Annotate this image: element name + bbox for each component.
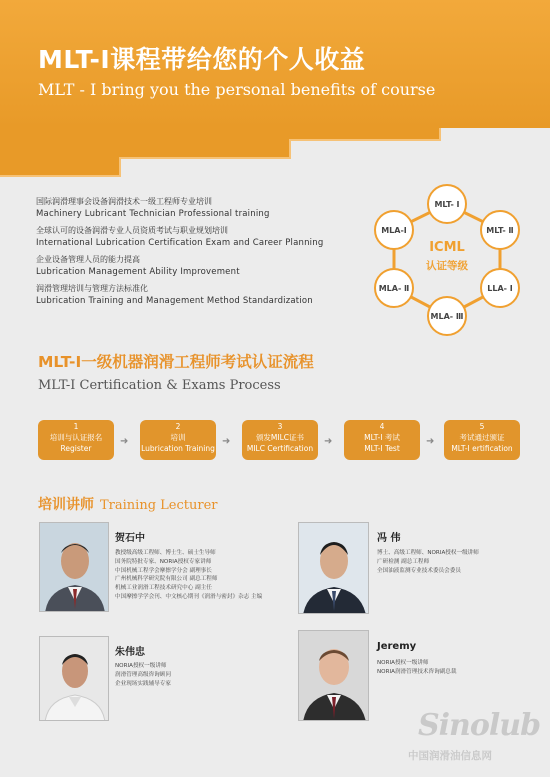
step-number: 5 (479, 422, 485, 431)
step-number: 2 (175, 422, 181, 431)
lecturer-desc-line: 国务院特批专家、NORIA授权专家讲师 (115, 558, 212, 565)
lecturer-name: Jeremy (377, 641, 417, 652)
benefit-cn: 全球认可的设备润滑专业人员资质考试与职业规划培训 (36, 226, 228, 235)
lecturer-name: 贺石中 (115, 533, 145, 544)
step-label-cn: 培训 (170, 433, 186, 442)
lecturer-desc (115, 662, 171, 688)
step-label-en: Lubrication Training (141, 444, 215, 453)
process-title: MLT-I一级机器润滑工程师考试认证流程 (38, 353, 314, 371)
lecturer-desc (115, 549, 262, 602)
icml-center-label: ICML (429, 240, 465, 255)
benefit-item (36, 254, 356, 279)
lecturer-desc-line: 广研检测 副总工程师 (377, 558, 430, 565)
benefit-item (36, 196, 356, 221)
icml-node: MLA-Ⅰ (374, 210, 414, 250)
icml-level-diagram (372, 190, 522, 330)
lecturer-desc-line: 全国油液监测专业技术委员会委员 (377, 567, 461, 574)
lecturer-photo (298, 630, 369, 721)
benefit-item (36, 283, 356, 308)
lecturer-desc-line: 教授级高级工程师、博士生、硕士生导师 (115, 550, 216, 556)
lecturer-photo (39, 522, 109, 612)
lecturers-title-en: Training Lecturer (100, 498, 218, 513)
benefit-item (36, 225, 356, 250)
header-banner (0, 0, 550, 128)
icml-node: MLA- Ⅲ (427, 296, 467, 336)
step-label-en: Register (60, 444, 92, 453)
benefit-en: Lubrication Management Ability Improvement (36, 267, 240, 277)
lecturers-title (38, 494, 217, 514)
benefits-list (36, 196, 356, 312)
process-subtitle: MLT-I Certification & Exams Process (38, 378, 281, 393)
step-label-en: MILC Certification (246, 444, 314, 453)
watermark-logo: Sinolub (418, 708, 541, 743)
icml-node: MLA- Ⅱ (374, 268, 414, 308)
lecturer-desc-line: 中国摩擦学学会刊、中文核心期刊《润滑与密封》杂志 主编 (115, 593, 263, 600)
lecturer-desc (377, 549, 479, 575)
watermark-site-name: 中国润滑油信息网 (408, 750, 492, 762)
arrow-right-icon: ➜ (426, 436, 435, 447)
process-step (242, 420, 318, 460)
lecturer-desc-line: NORIA授权一级讲师 (115, 663, 167, 669)
lecturer-desc-line: 博士、高级工程师、NORIA授权一级讲师 (377, 550, 479, 556)
arrow-right-icon: ➜ (120, 436, 129, 447)
icml-node: MLT- Ⅰ (427, 184, 467, 224)
lecturer-desc-line: 中国机械工程学会摩擦学分会 副理事长 (115, 567, 212, 574)
benefit-cn: 企业设备管理人员的能力提高 (36, 255, 140, 264)
benefit-cn: 国际润滑理事会设备润滑技术一级工程师专业培训 (36, 197, 212, 206)
sinolub-watermark (400, 706, 550, 776)
step-label-cn: MLT-I 考试 (364, 433, 400, 442)
lecturer-photo (298, 522, 369, 614)
page-title: MLT-I课程带给您的个人收益 (38, 45, 366, 74)
lecturer-name: 朱伟忠 (115, 647, 145, 658)
icml-center-sublabel: 认证等级 (426, 260, 468, 272)
step-number: 3 (277, 422, 283, 431)
process-step (38, 420, 114, 460)
icml-node: MLT- Ⅱ (480, 210, 520, 250)
icml-node: LLA- Ⅰ (480, 268, 520, 308)
lecturer-desc-line: 企业现场实践辅导专家 (115, 680, 171, 687)
page-subtitle: MLT - I bring you the personal benefits of course (38, 80, 436, 99)
step-label-en: MLT-I Test (364, 444, 400, 453)
step-number: 1 (73, 422, 79, 431)
step-label-cn: 考试通过颁证 (459, 433, 505, 442)
step-label-cn: 颁发MILC证书 (255, 433, 305, 442)
arrow-right-icon: ➜ (222, 436, 231, 447)
lecturer-desc-line: 润滑管理高级咨询顾问 (115, 671, 171, 678)
step-label-en: MLT-I ertification (451, 444, 513, 453)
stair-decoration (0, 128, 550, 188)
process-step (344, 420, 420, 460)
lecturer-name: 冯 伟 (377, 533, 401, 544)
lecturer-desc-line: NORIA润滑管理技术咨询副总裁 (377, 668, 457, 675)
lecturer-desc-line: NORIA授权一级讲师 (377, 660, 429, 666)
step-number: 4 (379, 422, 385, 431)
arrow-right-icon: ➜ (324, 436, 333, 447)
step-label-cn: 培训与认证报名 (49, 433, 103, 442)
lecturer-desc-line: 广州机械科学研究院有限公司 副总工程师 (115, 576, 218, 583)
benefit-en: Lubrication Training and Management Method Standardization (36, 296, 313, 306)
process-step (140, 420, 216, 460)
lecturer-photo (39, 636, 109, 721)
lecturers-title-cn: 培训讲师 (38, 497, 94, 513)
lecturer-desc (377, 659, 456, 677)
benefit-en: International Lubrication Certification Exam and Career Planning (36, 238, 324, 248)
benefit-en: Machinery Lubricant Technician Professional training (36, 209, 270, 219)
benefit-cn: 润滑管理培训与管理方法标准化 (36, 284, 148, 293)
process-step (444, 420, 520, 460)
lecturer-desc-line: 机械工业润滑工程技术研究中心 副主任 (115, 585, 212, 592)
